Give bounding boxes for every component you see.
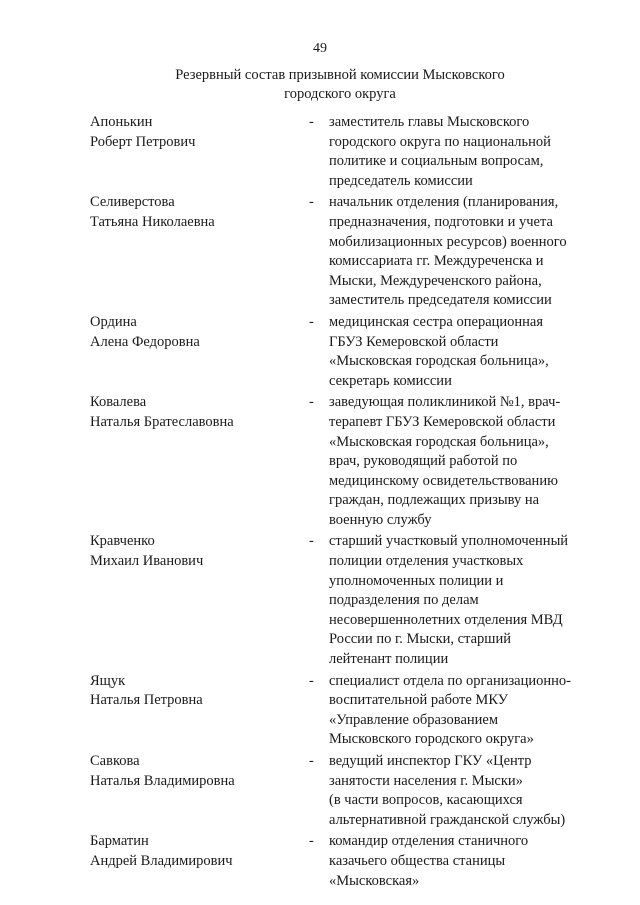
member-role-line: секретарь комиссии bbox=[329, 372, 452, 389]
member-role-line: ГБУЗ Кемеровской области bbox=[329, 333, 499, 350]
member-role-line: командир отделения станичного bbox=[329, 833, 529, 850]
title-line: Резервный состав призывной комиссии Мысковского bbox=[175, 67, 505, 83]
member-role-line: воспитательной работе МКУ bbox=[329, 692, 508, 709]
member-entry bbox=[0, 832, 640, 891]
document-title bbox=[140, 66, 540, 104]
member-entry bbox=[0, 313, 640, 391]
member-name-line: Наталья Петровна bbox=[90, 692, 203, 709]
member-role-line: старший участковый уполномоченный bbox=[329, 533, 569, 550]
member-role-line: граждан, подлежащих призыву на bbox=[329, 492, 540, 509]
member-role-line: лейтенант полиции bbox=[329, 651, 449, 668]
member-name-line: Ковалева bbox=[90, 394, 147, 411]
separator-dash: - bbox=[309, 672, 314, 689]
title-line: городского округа bbox=[284, 86, 396, 102]
member-role-line: «Управление образованием bbox=[329, 711, 499, 728]
member-role bbox=[329, 393, 609, 530]
member-role-line: городского округа по национальной bbox=[329, 133, 551, 150]
member-name bbox=[90, 532, 310, 571]
member-role-line: мобилизационных ресурсов) военного bbox=[329, 233, 567, 250]
member-role-line: медицинская сестра операционная bbox=[329, 313, 544, 330]
member-entry bbox=[0, 672, 640, 750]
member-role-line: заместитель главы Мысковского bbox=[329, 114, 530, 130]
member-name bbox=[90, 393, 310, 432]
member-role-line: политике и социальным вопросам, bbox=[329, 153, 544, 170]
member-role bbox=[329, 752, 609, 830]
member-name-line: Селиверстова bbox=[90, 194, 175, 211]
separator-dash: - bbox=[309, 114, 314, 130]
member-name bbox=[90, 752, 310, 791]
member-name bbox=[90, 193, 310, 232]
member-role-line: заместитель председателя комиссии bbox=[329, 292, 552, 309]
member-role-line: медицинскому освидетельствованию bbox=[329, 472, 558, 489]
member-name-line: Апонькин bbox=[90, 114, 153, 130]
member-role bbox=[329, 672, 609, 750]
member-role-line: специалист отдела по организационно- bbox=[329, 672, 571, 689]
member-role bbox=[329, 193, 609, 311]
separator-dash: - bbox=[309, 394, 314, 411]
separator-dash: - bbox=[309, 194, 314, 211]
member-entry bbox=[0, 393, 640, 530]
member-role bbox=[329, 113, 609, 191]
separator-dash: - bbox=[309, 833, 314, 850]
member-name-line: Ордина bbox=[90, 313, 137, 330]
member-role bbox=[329, 313, 609, 391]
member-role-line: начальник отделения (планирования, bbox=[329, 194, 559, 211]
member-role-line: России по г. Мыски, старший bbox=[329, 631, 511, 648]
member-name-line: Роберт Петрович bbox=[90, 133, 196, 150]
member-role bbox=[329, 532, 609, 669]
member-name bbox=[90, 113, 310, 152]
member-role-line: «Мысковская» bbox=[329, 872, 420, 889]
member-name-line: Андрей Владимирович bbox=[90, 852, 233, 869]
member-role-line: ведущий инспектор ГКУ «Центр bbox=[329, 753, 532, 769]
member-role-line: председатель комиссии bbox=[329, 172, 473, 189]
member-role-line: комиссариата гг. Междуреченска и bbox=[329, 253, 544, 270]
member-name-line: Кравченко bbox=[90, 533, 155, 550]
member-name-line: Наталья Братеславовна bbox=[90, 413, 234, 430]
member-role-line: врач, руководящий работой по bbox=[329, 453, 518, 470]
member-role-line: терапевт ГБУЗ Кемеровской области bbox=[329, 413, 556, 430]
member-entry bbox=[0, 752, 640, 830]
member-name-line: Барматин bbox=[90, 833, 149, 850]
member-role-line: предназначения, подготовки и учета bbox=[329, 213, 553, 230]
separator-dash: - bbox=[309, 313, 314, 330]
member-role-line: несовершеннолетних отделения МВД bbox=[329, 611, 563, 628]
member-role-line: «Мысковская городская больница», bbox=[329, 433, 549, 450]
member-role bbox=[329, 832, 609, 891]
member-role-line: полиции отделения участковых bbox=[329, 553, 524, 570]
member-entry bbox=[0, 193, 640, 311]
member-role-line: (в части вопросов, касающихся bbox=[329, 792, 523, 809]
commission-members-list bbox=[0, 113, 640, 891]
member-role-line: казачьего общества станицы bbox=[329, 852, 506, 869]
separator-dash: - bbox=[309, 753, 314, 769]
member-name-line: Татьяна Николаевна bbox=[90, 213, 215, 230]
member-role-line: Мыски, Междуреченского района, bbox=[329, 272, 542, 289]
member-role-line: Мысковского городского округа» bbox=[329, 731, 534, 748]
member-role-line: заведующая поликлиникой №1, врач- bbox=[329, 394, 561, 411]
member-role-line: подразделения по делам bbox=[329, 592, 479, 609]
member-name bbox=[90, 313, 310, 352]
member-entry bbox=[0, 532, 640, 669]
member-name-line: Алена Федоровна bbox=[90, 333, 200, 350]
member-name bbox=[90, 832, 310, 871]
member-role-line: альтернативной гражданской службы) bbox=[329, 811, 566, 828]
member-role-line: «Мысковская городская больница», bbox=[329, 353, 549, 370]
member-name bbox=[90, 672, 310, 711]
member-name-line: Наталья Владимировна bbox=[90, 772, 235, 789]
member-role-line: военную службу bbox=[329, 511, 432, 528]
member-name-line: Савкова bbox=[90, 753, 140, 769]
member-role-line: уполномоченных полиции и bbox=[329, 572, 504, 589]
member-name-line: Михаил Иванович bbox=[90, 553, 204, 570]
member-entry bbox=[0, 113, 640, 191]
member-name-line: Ящук bbox=[90, 672, 126, 689]
page-number: 49 bbox=[313, 41, 327, 56]
separator-dash: - bbox=[309, 533, 314, 550]
member-role-line: занятости населения г. Мыски» bbox=[329, 772, 523, 789]
